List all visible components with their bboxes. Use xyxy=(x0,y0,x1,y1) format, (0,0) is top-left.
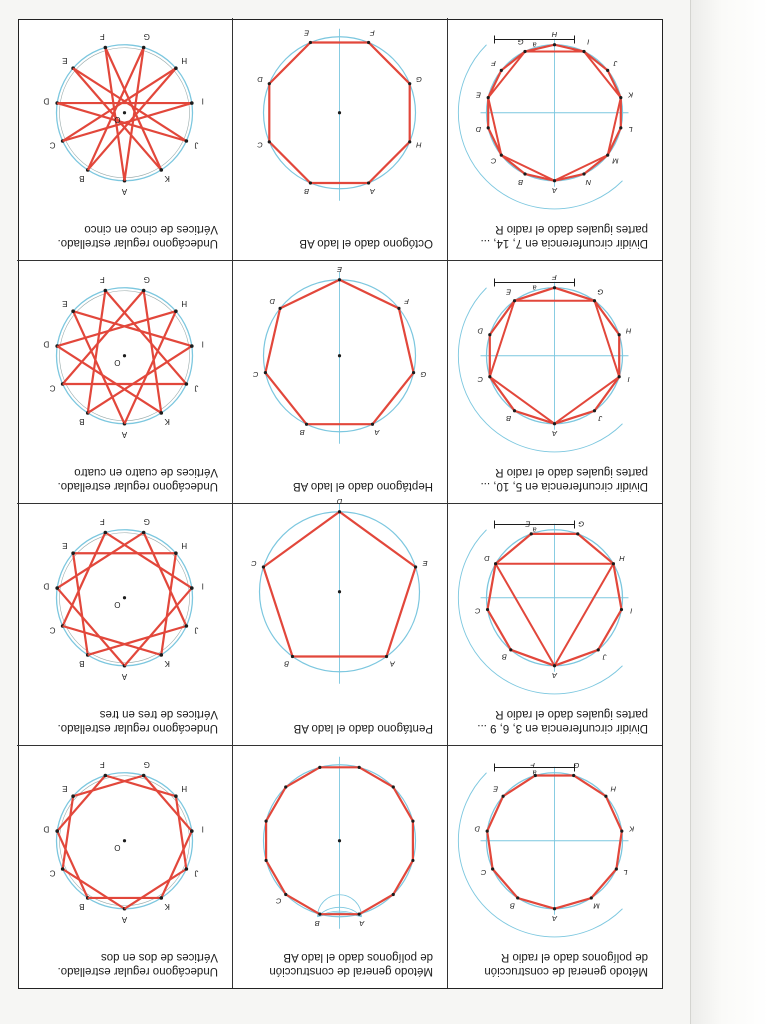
vertex-dot xyxy=(268,83,271,86)
vertex-label: A xyxy=(551,671,558,681)
construction-drawing xyxy=(232,261,447,507)
vertex-label: D xyxy=(43,582,50,592)
construction-arc xyxy=(458,530,622,694)
vertex-label: A xyxy=(551,913,558,923)
vertex-label: M xyxy=(593,901,600,911)
figure-cell xyxy=(17,18,232,261)
vertex-label: F xyxy=(370,28,375,38)
vertex-dot xyxy=(142,46,146,50)
vertex-dot xyxy=(618,375,621,378)
vertex-label: E xyxy=(475,90,481,100)
vertex-label: N xyxy=(585,178,592,188)
vertex-dot xyxy=(593,299,596,302)
vertex-label: C xyxy=(49,383,56,393)
vertex-dot xyxy=(553,665,556,668)
center-dot xyxy=(123,354,126,357)
vertex-dot xyxy=(367,41,370,44)
construction-drawing xyxy=(232,497,447,746)
figure-cell xyxy=(17,746,232,989)
vertex-dot xyxy=(408,141,411,144)
construction-drawing xyxy=(17,18,232,261)
vertex-dot xyxy=(338,278,341,281)
vertex-dot xyxy=(71,309,75,313)
vertex-label: J xyxy=(194,141,199,151)
vertex-dot xyxy=(142,289,146,293)
vertex-dot xyxy=(104,774,108,778)
vertex-label: L xyxy=(623,868,628,878)
vertex-dot xyxy=(606,69,609,72)
vertex-label: B xyxy=(79,659,85,669)
vertex-label: G xyxy=(143,32,150,42)
construction-drawing xyxy=(447,746,662,989)
figure-caption: Dividir circunferencia en 7, 14, ... partes iguales dado el radio R xyxy=(480,223,648,250)
vertex-dot xyxy=(268,141,271,144)
vertex-dot xyxy=(487,127,490,130)
figure-caption: Dividir circunferencia en 5, 10, ... partes iguales dado el radio R xyxy=(480,466,648,492)
figure-cell xyxy=(447,261,662,504)
center-dot xyxy=(338,591,341,594)
vertex-label: E xyxy=(422,559,428,569)
vertex-label: G xyxy=(420,369,427,379)
vertex-label: A xyxy=(389,660,395,670)
center-label: O xyxy=(114,600,121,610)
vertex-dot xyxy=(516,896,519,899)
vertex-label: G xyxy=(517,37,524,47)
vertex-dot xyxy=(397,307,400,310)
vertex-label: C xyxy=(49,868,56,878)
vertex-dot xyxy=(367,182,370,185)
vertex-dot xyxy=(104,289,108,293)
vertex-dot xyxy=(488,333,491,336)
vertex-label: E xyxy=(304,28,310,38)
vertex-dot xyxy=(291,655,294,658)
star-edge xyxy=(57,104,186,142)
vertex-dot xyxy=(371,423,374,426)
vertex-label: J xyxy=(194,383,199,393)
vertex-label: F xyxy=(99,274,105,284)
vertex-dot xyxy=(500,69,503,72)
vertex-label: E xyxy=(62,299,68,309)
vertex-label: B xyxy=(79,417,85,427)
vertex-label: H xyxy=(551,30,558,40)
vertex-dot xyxy=(590,896,593,899)
vertex-dot xyxy=(582,173,585,176)
vertex-label: G xyxy=(597,287,604,297)
vertex-label: E xyxy=(525,519,531,529)
vertex-dot xyxy=(385,655,388,658)
vertex-dot xyxy=(338,511,341,514)
star-edge xyxy=(57,831,88,898)
vertex-dot xyxy=(61,867,65,871)
center-dot xyxy=(338,839,341,842)
vertex-dot xyxy=(494,563,497,566)
vertex-label: I xyxy=(201,582,204,592)
vertex-label: G xyxy=(143,274,150,284)
vertex-dot xyxy=(582,50,585,53)
vertex-dot xyxy=(604,795,607,798)
vertex-dot xyxy=(358,766,361,769)
vertex-dot xyxy=(488,375,491,378)
vertex-label: B xyxy=(79,174,85,184)
vertex-label: E xyxy=(506,287,512,297)
vertex-dot xyxy=(553,286,556,289)
construction-arc xyxy=(458,773,622,937)
vertex-dot xyxy=(264,371,267,374)
vertex-dot xyxy=(142,531,146,535)
vertex-label: H xyxy=(181,541,188,551)
vertex-dot xyxy=(509,649,512,652)
scale-label: a xyxy=(532,768,537,776)
vertex-dot xyxy=(572,774,575,777)
star-edge xyxy=(63,796,73,869)
vertex-label: H xyxy=(181,784,188,794)
vertex-dot xyxy=(185,140,189,144)
star-edge xyxy=(161,554,176,656)
vertex-label: D xyxy=(477,326,484,336)
center-dot xyxy=(338,112,341,115)
vertex-label: C xyxy=(490,156,497,166)
scale-label: a xyxy=(532,526,537,533)
star-edge xyxy=(63,104,192,142)
vertex-label: L xyxy=(628,125,633,135)
vertex-label: E xyxy=(336,264,343,274)
figure-cell xyxy=(232,497,447,746)
vertex-dot xyxy=(597,649,600,652)
star-edge xyxy=(161,831,192,898)
vertex-dot xyxy=(513,299,516,302)
vertex-dot xyxy=(618,333,621,336)
star-edge xyxy=(176,796,186,869)
vertex-dot xyxy=(486,829,489,832)
vertex-dot xyxy=(500,154,503,157)
vertex-dot xyxy=(71,552,75,556)
figure-cell xyxy=(447,18,662,261)
vertex-dot xyxy=(159,169,163,173)
vertex-label: A xyxy=(121,429,128,439)
vertex-dot xyxy=(620,608,623,611)
vertex-dot xyxy=(264,859,267,862)
vertex-dot xyxy=(318,913,321,916)
vertex-dot xyxy=(309,182,312,185)
vertex-label: F xyxy=(491,59,496,69)
vertex-label: C xyxy=(480,868,487,878)
vertex-label: C xyxy=(251,559,257,569)
scale-label: a xyxy=(532,41,537,48)
vertex-dot xyxy=(190,102,194,106)
figure-caption: Heptágono dado el lado AB xyxy=(292,480,433,492)
vertex-dot xyxy=(55,587,59,591)
vertex-dot xyxy=(278,307,281,310)
vertex-dot xyxy=(620,829,623,832)
vertex-dot xyxy=(284,893,287,896)
vertex-label: K xyxy=(629,824,635,834)
vertex-label: A xyxy=(369,187,375,197)
figure-cell xyxy=(232,261,447,507)
vertex-dot xyxy=(358,913,361,916)
vertex-label: F xyxy=(99,32,105,42)
vertex-dot xyxy=(185,867,189,871)
vertex-label: I xyxy=(587,37,590,47)
vertex-dot xyxy=(606,154,609,157)
vertex-label: H xyxy=(625,326,632,336)
vertex-label: C xyxy=(474,606,481,616)
vertex-label: A xyxy=(551,186,558,196)
vertex-label: B xyxy=(79,902,85,912)
vertex-dot xyxy=(612,563,615,566)
vertex-dot xyxy=(593,409,596,412)
vertex-dot xyxy=(408,83,411,86)
vertex-dot xyxy=(309,41,312,44)
vertex-label: I xyxy=(630,606,633,616)
star-edge xyxy=(125,869,187,912)
vertex-dot xyxy=(553,180,556,183)
vertex-label: E xyxy=(62,56,68,66)
vertex-dot xyxy=(264,819,267,822)
vertex-dot xyxy=(190,587,194,591)
figure-caption: Undecágono regular estrellado. Vértices de tres en tres xyxy=(57,708,218,735)
vertex-label: C xyxy=(257,141,263,151)
vertex-label: A xyxy=(121,187,128,197)
vertex-label: B xyxy=(284,660,290,670)
vertex-dot xyxy=(523,50,526,53)
vertex-label: D xyxy=(43,97,50,107)
vertex-label: B xyxy=(509,901,515,911)
vertex-label: G xyxy=(143,517,150,527)
vertex-label: H xyxy=(181,299,188,309)
vertex-label: D xyxy=(257,75,263,85)
vertex-label: I xyxy=(627,374,630,384)
construction-drawing xyxy=(447,261,662,504)
vertex-label: D xyxy=(43,824,50,834)
vertex-dot xyxy=(159,654,163,658)
construction-drawing xyxy=(17,746,232,989)
figure-cell xyxy=(17,261,232,504)
vertex-label: M xyxy=(612,156,619,166)
figure-caption: Dividir circunferencia en 3, 6, 9 ... partes iguales dado el radio R xyxy=(477,708,648,735)
vertex-dot xyxy=(71,794,75,798)
vertex-dot xyxy=(174,309,178,313)
vertex-dot xyxy=(159,411,163,415)
vertex-dot xyxy=(174,67,178,71)
vertex-label: K xyxy=(628,90,634,100)
vertex-label: C xyxy=(275,896,282,906)
vertex-dot xyxy=(190,829,194,833)
vertex-dot xyxy=(104,46,108,50)
construction-drawing xyxy=(17,503,232,746)
construction-drawing xyxy=(17,261,232,504)
vertex-label: H xyxy=(610,784,617,794)
figure-cell xyxy=(17,503,232,746)
vertex-dot xyxy=(486,608,489,611)
vertex-label: G xyxy=(416,75,422,85)
figure-caption: Pentágono dado el lado AB xyxy=(293,722,433,735)
construction-drawing xyxy=(447,18,662,261)
center-dot xyxy=(123,112,126,115)
center-label: O xyxy=(114,115,121,125)
vertex-dot xyxy=(142,774,146,778)
vertex-dot xyxy=(392,785,395,788)
vertex-dot xyxy=(553,907,556,910)
vertex-label: A xyxy=(374,428,380,438)
figure-cell xyxy=(447,503,662,746)
vertex-label: B xyxy=(518,178,524,188)
vertex-label: E xyxy=(62,541,68,551)
vertex-label: D xyxy=(269,297,275,307)
vertex-label: F xyxy=(99,517,105,527)
figure-cell xyxy=(447,746,662,989)
center-label: O xyxy=(114,842,121,852)
vertex-label: I xyxy=(201,97,204,107)
center-label: O xyxy=(114,357,121,367)
vertex-dot xyxy=(530,533,533,536)
vertex-dot xyxy=(262,566,265,569)
vertex-dot xyxy=(392,893,395,896)
construction-drawing xyxy=(232,746,447,989)
vertex-label: C xyxy=(49,141,56,151)
vertex-dot xyxy=(318,766,321,769)
vertex-dot xyxy=(411,819,414,822)
vertex-label: A xyxy=(121,672,128,682)
vertex-label: H xyxy=(619,554,625,564)
vertex-label: F xyxy=(530,760,535,770)
vertex-dot xyxy=(305,423,308,426)
vertex-dot xyxy=(185,382,189,386)
star-edge xyxy=(63,869,125,912)
vertex-label: C xyxy=(477,374,484,384)
vertex-label: B xyxy=(506,413,512,423)
vertex-dot xyxy=(185,625,189,629)
vertex-dot xyxy=(284,785,287,788)
vertex-label: D xyxy=(484,554,490,564)
center-dot xyxy=(338,354,341,357)
vertex-dot xyxy=(513,409,516,412)
figure-caption: Método general de construcción de polígonos dado el lado AB xyxy=(269,951,433,977)
vertex-dot xyxy=(615,867,618,870)
vertex-dot xyxy=(104,531,108,535)
vertex-label: G xyxy=(578,519,585,529)
vertex-dot xyxy=(576,533,579,536)
vertex-dot xyxy=(55,829,59,833)
vertex-label: K xyxy=(164,417,170,427)
vertex-dot xyxy=(190,344,194,348)
vertex-dot xyxy=(414,566,417,569)
vertex-dot xyxy=(553,44,556,47)
vertex-label: J xyxy=(602,653,607,663)
figure-caption: Método general de construcción de polígonos dado el radio R xyxy=(484,951,648,977)
vertex-dot xyxy=(487,97,490,100)
vertex-label: F xyxy=(404,297,410,307)
star-edge xyxy=(73,554,88,656)
vertex-dot xyxy=(502,795,505,798)
vertex-label: D xyxy=(43,339,50,349)
vertex-label: I xyxy=(201,824,204,834)
scale-label: a xyxy=(532,283,537,291)
vertex-label: J xyxy=(598,413,603,423)
vertex-label: J xyxy=(194,626,199,636)
vertex-label: B xyxy=(299,428,305,438)
vertex-dot xyxy=(619,127,622,130)
drawing-grid xyxy=(18,19,663,989)
star-edge xyxy=(88,69,176,171)
vertex-label: D xyxy=(336,497,343,507)
vertex-label: I xyxy=(201,339,204,349)
vertex-dot xyxy=(411,859,414,862)
figure-caption: Undecágono regular estrellado. Vértices de cuatro en cuatro xyxy=(57,466,218,492)
figure-cell xyxy=(232,18,447,261)
vertex-label: K xyxy=(164,902,170,912)
vertex-label: J xyxy=(194,868,199,878)
vertex-label: D xyxy=(474,824,481,834)
vertex-label: H xyxy=(181,56,188,66)
vertex-label: B xyxy=(304,187,310,197)
vertex-label: A xyxy=(121,914,128,924)
construction-drawing xyxy=(232,18,447,261)
vertex-dot xyxy=(159,896,163,900)
vertex-label: G xyxy=(143,759,150,769)
vertex-dot xyxy=(523,173,526,176)
vertex-label: E xyxy=(62,784,68,794)
construction-drawing xyxy=(447,503,662,746)
vertex-label: K xyxy=(164,174,170,184)
center-dot xyxy=(123,597,126,600)
figure-caption: Octógono dado el lado AB xyxy=(299,237,433,250)
figure-caption: Undecágono regular estrellado. Vértices de cinco en cinco xyxy=(57,223,218,250)
figure-caption: Undecágono regular estrellado. Vértices de dos en dos xyxy=(57,951,218,977)
vertex-label: J xyxy=(613,59,618,69)
vertex-label: C xyxy=(49,626,56,636)
vertex-label: G xyxy=(573,760,580,770)
vertex-label: C xyxy=(252,369,259,379)
vertex-dot xyxy=(412,371,415,374)
figure-cell xyxy=(232,746,447,989)
vertex-dot xyxy=(619,97,622,100)
vertex-label: B xyxy=(501,653,507,663)
vertex-label: A xyxy=(359,918,365,928)
vertex-label: K xyxy=(164,659,170,669)
vertex-dot xyxy=(553,422,556,425)
vertex-dot xyxy=(174,794,178,798)
vertex-dot xyxy=(174,552,178,556)
vertex-dot xyxy=(491,867,494,870)
vertex-label: D xyxy=(475,125,482,135)
center-dot xyxy=(123,839,126,842)
vertex-label: F xyxy=(99,759,105,769)
vertex-label: E xyxy=(493,784,499,794)
vertex-label: F xyxy=(552,272,557,282)
vertex-label: A xyxy=(551,428,558,438)
vertex-label: H xyxy=(416,141,422,151)
vertex-label: B xyxy=(314,918,320,928)
